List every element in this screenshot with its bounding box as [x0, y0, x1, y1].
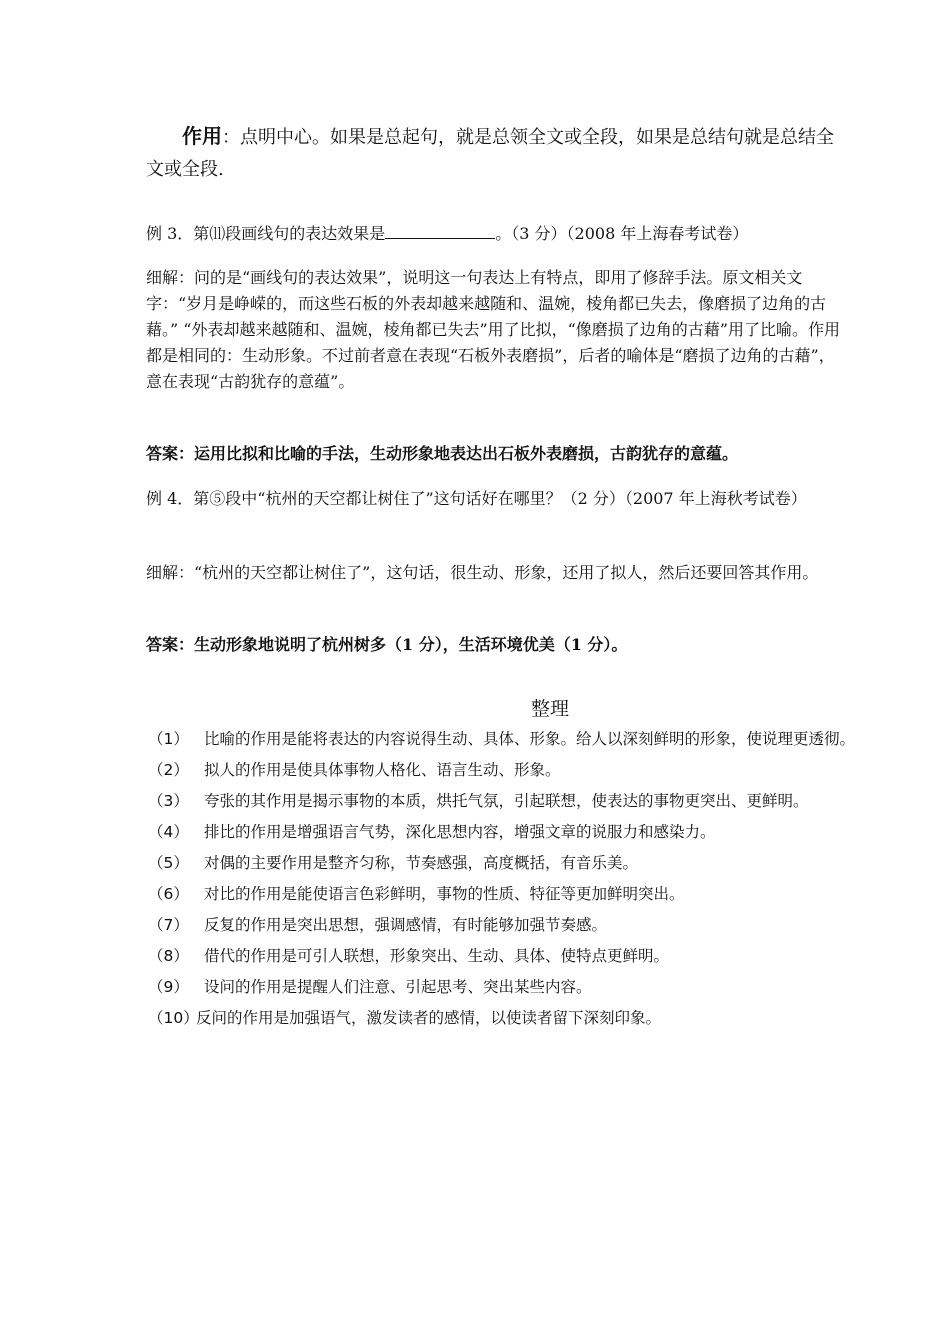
item-text: 对比的作用是能使语言色彩鲜明，事物的性质、特征等更加鲜明突出。 — [204, 885, 685, 903]
item-text: 对偶的主要作用是整齐匀称，节奏感强，高度概括，有音乐美。 — [204, 854, 639, 872]
intro-label: 作用 — [182, 124, 222, 148]
example4-question: 例 4．第⑤段中“杭州的天空都让树住了”这句话好在哪里？（2 分）（2007 年上海秋考试卷） — [146, 489, 807, 508]
list-item — [148, 1003, 948, 1034]
list-item — [148, 972, 948, 1003]
intro-text: ：点明中心。如果是总起句，就是总领全文或全段，如果是总结句就是总结全文或全段. — [146, 127, 834, 180]
example3-analysis: 细解：问的是“画线句的表达效果”，说明这一句表达上有特点，即用了修辞手法。原文相关文字：“岁月是峥嵘的，而这些石板的外表却越来越随和、温婉，棱角都已失去，像磨损了边角的古藉。” “外表却越来越随和、温婉，棱角都已失去”用了比拟，“像磨损了边角的古藉”用了比喻。作用都是相同的：生动形象。不过前者意在表现“石板外表磨损”，后者的喻体是“磨损了边角的古藉”，意在表现“古韵犹存的意蕴”。 — [146, 268, 840, 391]
item-text: 借代的作用是可引人联想，形象突出、生动、具体、使特点更鲜明。 — [204, 947, 670, 965]
list-item — [148, 755, 948, 786]
example3-suffix: 。（3 分）（2008 年上海春考试卷） — [495, 224, 749, 243]
list-item — [148, 910, 948, 941]
example4-answer: 答案：生动形象地说明了杭州树多（1 分），生活环境优美（1 分）。 — [146, 635, 628, 654]
item-text: 反问的作用是加强语气，激发读者的感情，以使读者留下深刻印象。 — [196, 1009, 662, 1027]
item-number: （10） — [148, 1009, 199, 1027]
example3-question — [146, 221, 846, 247]
item-number: （9） — [148, 978, 189, 996]
example3-prefix: 例 3．第⑾段画线句的表达效果是 — [146, 224, 386, 243]
list-item — [148, 786, 948, 817]
item-number: （6） — [148, 885, 189, 903]
item-text: 拟人的作用是使具体事物人格化、语言生动、形象。 — [204, 761, 561, 779]
example3-answer: 答案：运用比拟和比喻的手法，生动形象地表达出石板外表磨损，古韵犹存的意蕴。 — [146, 444, 739, 463]
item-text: 反复的作用是突出思想，强调感情，有时能够加强节奏感。 — [204, 916, 608, 934]
item-text: 设问的作用是提醒人们注意、引起思考、突出某些内容。 — [204, 978, 592, 996]
intro-paragraph — [146, 120, 846, 186]
list-item — [148, 817, 948, 848]
list-item — [148, 724, 948, 755]
item-number: （8） — [148, 947, 189, 965]
summary-title: 整理 — [530, 698, 569, 720]
list-item — [148, 848, 948, 879]
item-text: 比喻的作用是能将表达的内容说得生动、具体、形象。给人以深刻鲜明的形象，使说理更透彻。 — [204, 730, 856, 748]
item-text: 排比的作用是增强语言气势，深化思想内容，增强文章的说服力和感染力。 — [204, 823, 716, 841]
item-number: （5） — [148, 854, 189, 872]
example4-analysis: 细解：“杭州的天空都让树住了”，这句话，很生动、形象，还用了拟人，然后还要回答其作用。 — [146, 563, 819, 582]
item-number: （3） — [148, 792, 189, 810]
summary-list — [148, 724, 948, 1034]
list-item — [148, 879, 948, 910]
item-number: （1） — [148, 730, 189, 748]
item-number: （2） — [148, 761, 189, 779]
list-item — [148, 941, 948, 972]
item-number: （7） — [148, 916, 189, 934]
item-text: 夸张的其作用是揭示事物的本质，烘托气氛，引起联想，使表达的事物更突出、更鲜明。 — [204, 792, 809, 810]
answer-blank — [385, 222, 495, 239]
item-number: （4） — [148, 823, 189, 841]
